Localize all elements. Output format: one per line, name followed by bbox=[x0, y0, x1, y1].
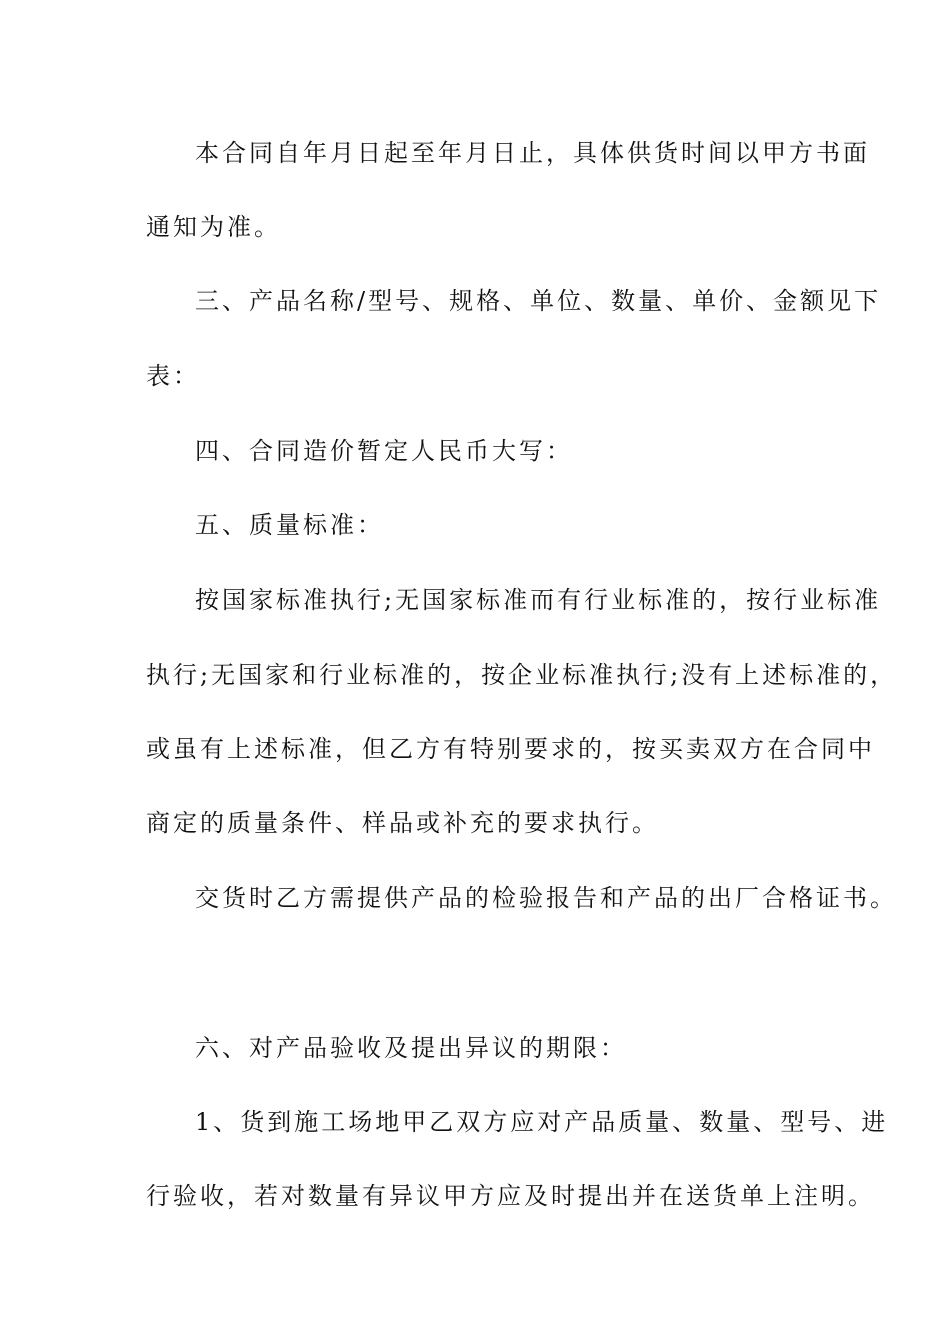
section-heading: 六、对产品验收及提出异议的期限： bbox=[195, 1034, 627, 1062]
paragraph-line: 本合同自年月日起至年月日止，具体供货时间以甲方书面 bbox=[195, 139, 870, 167]
paragraph-line: 或虽有上述标准，但乙方有特别要求的，按买卖双方在合同中 bbox=[146, 735, 875, 763]
paragraph-line: 按国家标准执行;无国家标准而有行业标准的，按行业标准 bbox=[195, 586, 882, 614]
section-heading: 四、合同造价暂定人民币大写： bbox=[195, 437, 573, 465]
paragraph-line: 通知为准。 bbox=[146, 213, 281, 241]
section-heading: 五、质量标准： bbox=[195, 511, 384, 539]
paragraph-line: 行验收，若对数量有异议甲方应及时提出并在送货单上注明。 bbox=[146, 1182, 875, 1210]
paragraph-line: 表： bbox=[146, 362, 200, 390]
paragraph-line: 交货时乙方需提供产品的检验报告和产品的出厂合格证书。 bbox=[195, 884, 897, 912]
section-heading: 三、产品名称/型号、规格、单位、数量、单价、金额见下 bbox=[195, 287, 882, 315]
paragraph-line: 执行;无国家和行业标准的，按企业标准执行;没有上述标准的， bbox=[146, 661, 898, 689]
paragraph-line: 商定的质量条件、样品或补充的要求执行。 bbox=[146, 809, 659, 837]
paragraph-line: 1、货到施工场地甲乙双方应对产品质量、数量、型号、进 bbox=[195, 1108, 889, 1136]
